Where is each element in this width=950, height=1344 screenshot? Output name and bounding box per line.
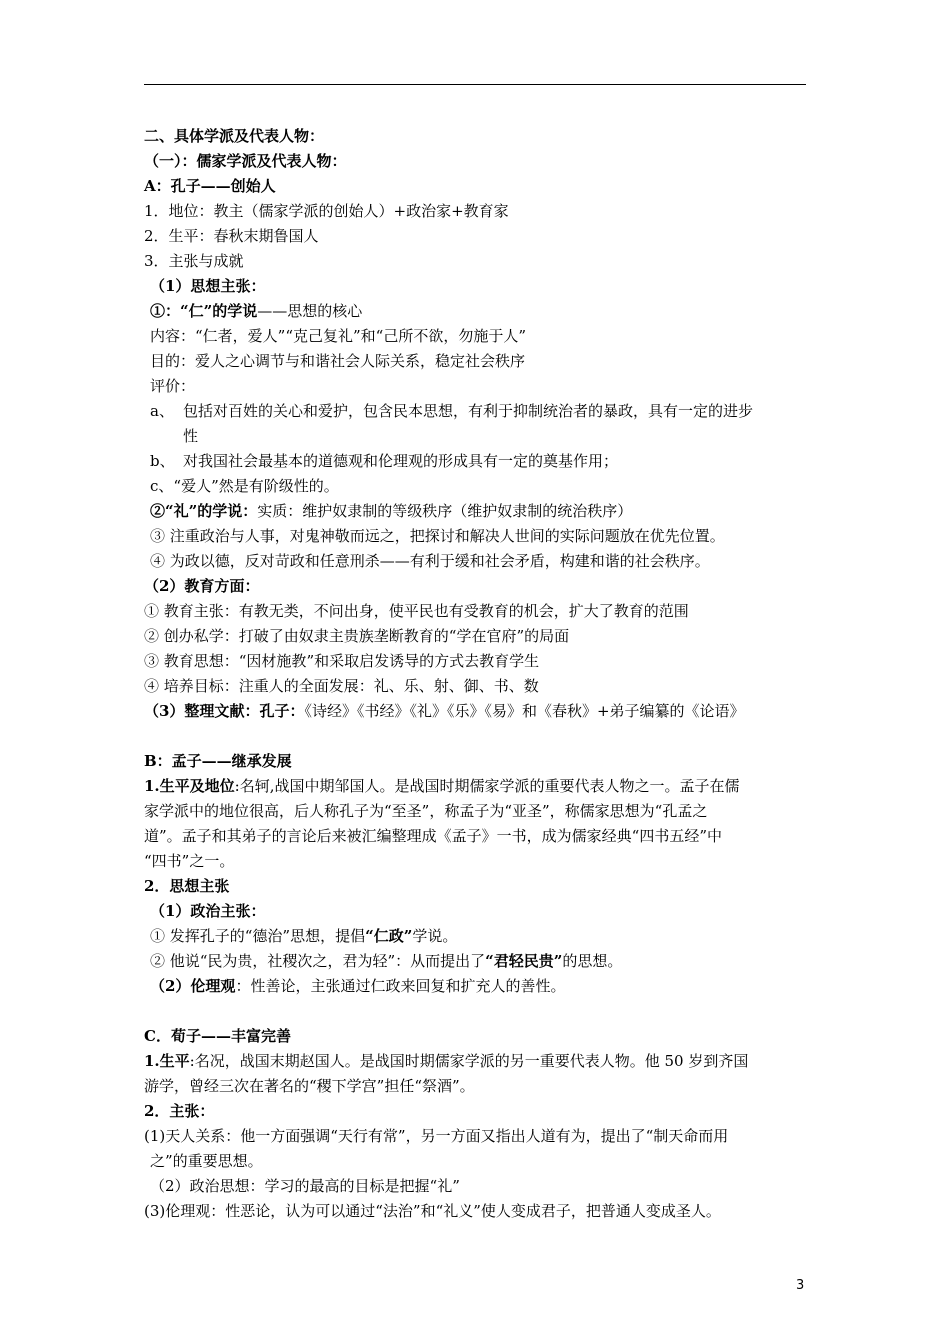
mencius-bio-label: 1.生平及地位	[144, 777, 235, 795]
mencius-bio-text: :名轲,战国中期邹国人。是战国时期儒家学派的重要代表人物之一。孟子在儒	[234, 777, 740, 795]
heading-confucius: A：孔子——创始人	[144, 177, 276, 195]
section-heading: 二、具体学派及代表人物：	[144, 127, 325, 145]
mencius-politics-title: （1）政治主张：	[150, 902, 266, 920]
mencius-p2-a: ② 他说“民为贵，社稷次之，君为轻”：从而提出了	[150, 952, 486, 970]
edu-title: （2）教育方面：	[144, 577, 260, 595]
line-ren	[150, 301, 362, 321]
xunzi-bio-label: 1.生平	[144, 1052, 190, 1070]
xunzi-idea-1: (1)天人关系：他一方面强调“天行有常”，另一方面又指出人道有为，提出了“制天命而用	[144, 1127, 729, 1145]
xunzi-bio-line2: 游学，曾经三次在著名的“稷下学宫”担任“祭酒”。	[144, 1077, 475, 1095]
xunzi-bio-line1	[144, 1051, 748, 1071]
xunzi-ideas-title: 2．主张：	[144, 1102, 215, 1120]
eval-a-label: a、	[150, 402, 174, 420]
page-number: 3	[796, 1278, 805, 1293]
mencius-thought-title: 2．思想主张	[144, 877, 230, 895]
line-virtue: ④ 为政以德，反对苛政和任意刑杀——有利于缓和社会矛盾，构建和谐的社会秩序。	[150, 552, 710, 570]
ren-core: ——思想的核心	[257, 302, 363, 320]
line-ren-eval: 评价：	[150, 377, 196, 395]
xunzi-idea-1b: 之”的重要思想。	[150, 1152, 263, 1170]
mencius-p2-c: 的思想。	[562, 952, 623, 970]
eval-b-text: 对我国社会最基本的道德观和伦理观的形成具有一定的奠基作用；	[183, 452, 619, 470]
mencius-bio-line2: 家学派中的地位很高，后人称孔子为“至圣”，称孟子为“亚圣”，称儒家思想为“孔孟之	[144, 802, 708, 820]
eval-a-line2: 性	[183, 427, 199, 445]
docs-line	[144, 701, 745, 721]
mencius-ethics-text: ：性善论，主张通过仁政来回复和扩充人的善性。	[235, 977, 566, 995]
xunzi-idea-3: (3)伦理观：性恶论，认为可以通过“法治”和“礼义”使人变成君子，把普通人变成圣人。	[144, 1202, 721, 1220]
mencius-politics-2	[150, 951, 622, 971]
docs-list: 《诗经》《书经》《礼》《乐》《易》和《春秋》+弟子编纂的《论语》	[304, 702, 745, 720]
ren-title: ①：“仁”的学说	[150, 302, 258, 320]
li-title: ②“礼”的学说：	[150, 502, 258, 520]
mencius-bio-line3: 道”。孟子和其弟子的言论后来被汇编整理成《孟子》一书，成为儒家经典“四书五经”中	[144, 827, 723, 845]
eval-a-line1: 包括对百姓的关心和爱护，包含民本思想，有利于抑制统治者的暴政，具有一定的进步	[183, 402, 754, 420]
mencius-ethics	[150, 976, 565, 996]
mencius-p2-b: “君轻民贵”	[485, 952, 563, 970]
edu-line-1: ① 教育主张：有教无类，不问出身，使平民也有受教育的机会，扩大了教育的范围	[144, 602, 689, 620]
mencius-bio-line1	[144, 776, 740, 796]
edu-line-4: ④ 培养目标：注重人的全面发展：礼、乐、射、御、书、数	[144, 677, 539, 695]
xunzi-idea-2: （2）政治思想：学习的最高的目标是把握“礼”	[150, 1177, 460, 1195]
edu-line-3: ③ 教育思想：“因材施教”和采取启发诱导的方式去教育学生	[144, 652, 540, 670]
line-ideas: 3．主张与成就	[144, 252, 244, 270]
heading-xunzi: C．荀子——丰富完善	[144, 1027, 291, 1045]
line-ren-content: 内容：“仁者，爱人”“克己复礼”和“己所不欲，勿施于人”	[150, 327, 527, 345]
mencius-ethics-label: （2）伦理观	[150, 977, 236, 995]
subsection-heading: （一）：儒家学派及代表人物：	[144, 152, 347, 170]
line-politics: ③ 注重政治与人事，对鬼神敬而远之，把探讨和解决人世间的实际问题放在优先位置。	[150, 527, 725, 545]
li-essence: 实质：维护奴隶制的等级秩序（维护奴隶制的统治秩序）	[257, 502, 633, 520]
line-thought-title: （1）思想主张：	[150, 277, 266, 295]
line-bio: 2．生平：春秋末期鲁国人	[144, 227, 319, 245]
edu-line-2: ② 创办私学：打破了由奴隶主贵族垄断教育的“学在官府”的局面	[144, 627, 570, 645]
docs-title: （3）整理文献：孔子：	[144, 702, 305, 720]
mencius-bio-line4: “四书”之一。	[144, 852, 235, 870]
eval-c-text: c、“爱人”然是有阶级性的。	[150, 477, 339, 495]
eval-b-label: b、	[150, 452, 175, 470]
mencius-politics-1	[150, 926, 457, 946]
header-rule	[144, 84, 806, 85]
mencius-p1-b: “仁政”	[365, 927, 413, 945]
heading-mencius: B：孟子——继承发展	[144, 752, 292, 770]
xunzi-bio-text: :名况，战国末期赵国人。是战国时期儒家学派的另一重要代表人物。他 50 岁到齐国	[189, 1052, 749, 1070]
line-ren-purpose: 目的：爱人之心调节与和谐社会人际关系，稳定社会秩序	[150, 352, 526, 370]
line-li	[150, 501, 632, 521]
line-status: 1．地位：教主（儒家学派的创始人）+政治家+教育家	[144, 202, 509, 220]
mencius-p1-c: 学说。	[412, 927, 458, 945]
mencius-p1-a: ① 发挥孔子的“德治”思想，提倡	[150, 927, 366, 945]
